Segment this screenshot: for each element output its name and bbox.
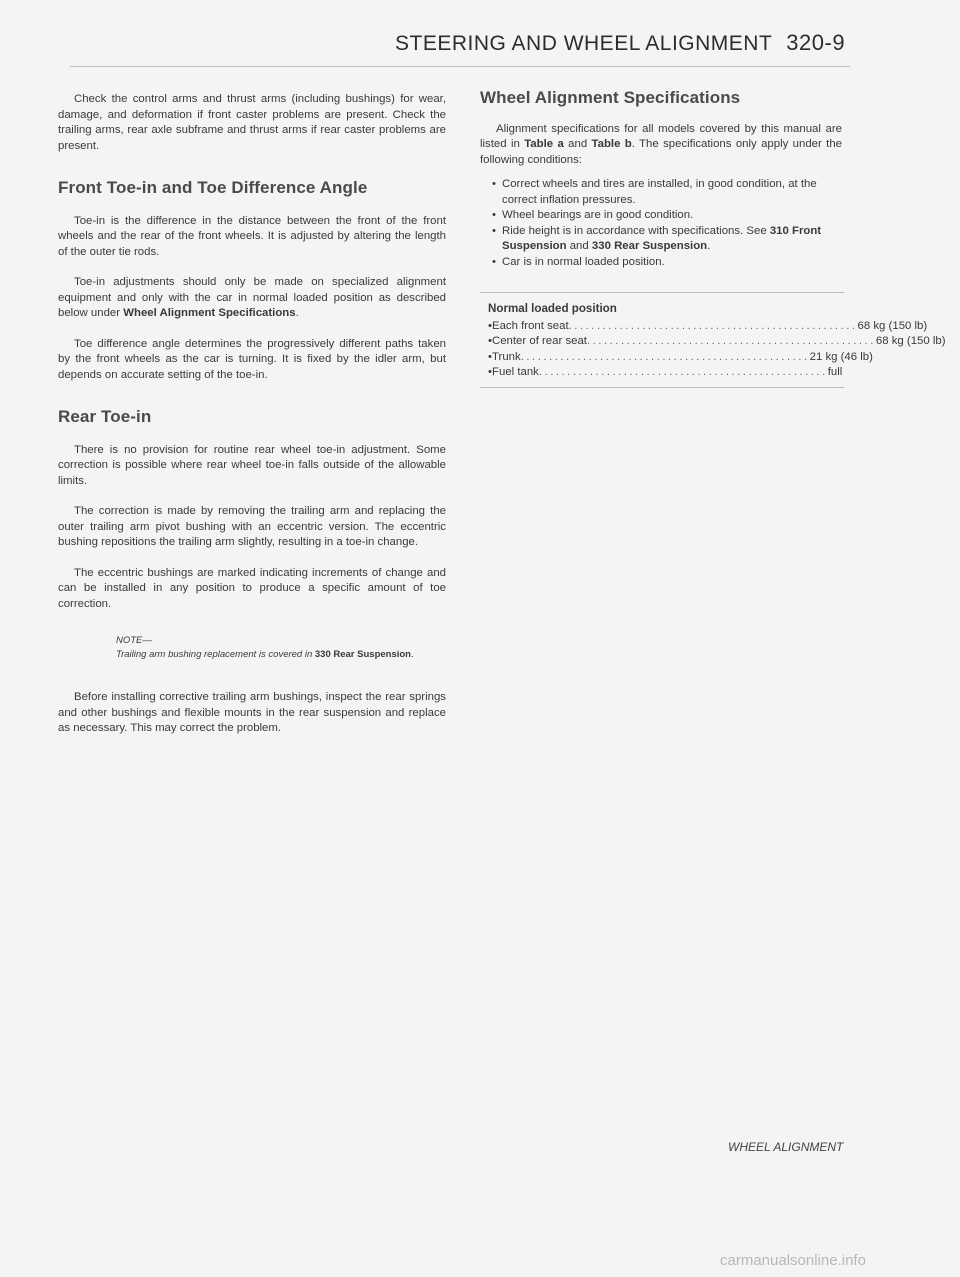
text: . (707, 240, 711, 252)
note-label: NOTE— (116, 635, 152, 646)
bullet: • (488, 335, 492, 347)
conditions-list (480, 177, 842, 270)
list-item (480, 177, 842, 208)
right-column (480, 88, 946, 388)
spec-row (488, 334, 946, 350)
paragraph: There is no provision for routine rear wheel toe-in adjustment. Some correction is possible where rear wheel toe-in falls outside of the allowable limits. (58, 443, 446, 487)
bullet: • (488, 350, 492, 363)
chapter-title: STEERING AND WHEEL ALIGNMENT (395, 32, 773, 55)
spec-label: Center of rear seat (492, 335, 587, 347)
spec-row (488, 365, 844, 381)
section-heading-specs: Wheel Alignment Specifications (480, 88, 741, 107)
leader-dots: ................................................... (586, 335, 876, 347)
note-reference: 330 Rear Suspension (314, 649, 411, 660)
left-column (58, 92, 446, 752)
spec-value: 68 kg (150 lb) (857, 319, 928, 332)
spec-value: 68 kg (150 lb) (875, 335, 946, 347)
intro-paragraph: Check the control arms and thrust arms (including bushings) for wear, damage, and deformation if front caster problems are present. Check the trailing arms, rear axle subframe and thrust arms if rear caster problems are present. (58, 93, 446, 152)
header-rule (70, 66, 850, 67)
paragraph: The correction is made by removing the trailing arm and replacing the outer trailing arm pivot bushing with an eccentric version. The eccentric bushing repositions the trailing arm slightly, resulting in a toe-in change. (58, 505, 446, 548)
paragraph: Toe difference angle determines the progressively different paths taken by the front wheels as the car is turning. It is fixed by the idler arm, but depends on accurate setting of the toe-in. (58, 337, 446, 381)
text: and (566, 240, 592, 252)
cross-reference: 330 Rear Suspension (591, 240, 708, 252)
specs-intro (480, 122, 842, 169)
section-heading-front-toe: Front Toe-in and Toe Difference Angle (58, 178, 368, 197)
text: Correct wheels and tires are installed, in good condition, at the correct inflation pressures. (502, 178, 817, 206)
bullet: • (492, 224, 496, 237)
spec-value: 21 kg (46 lb) (809, 350, 873, 363)
spec-label: Each front seat (492, 319, 569, 332)
watermark: carmanualsonline.info (720, 1252, 866, 1269)
spec-row (488, 319, 928, 335)
page-number: 320-9 (786, 30, 846, 55)
spec-row (488, 350, 873, 366)
text: Alignment specifications for all models covered by this manual are listed in (480, 122, 842, 150)
leader-dots: ................................................... (520, 350, 810, 363)
paragraph: Before installing corrective trailing arm bushings, inspect the rear springs and other bushings and flexible mounts in the rear suspension and replace as necessary. This may correct the problem. (58, 691, 446, 734)
list-item (480, 208, 842, 224)
note-text: Trailing arm bushing replacement is covered in (116, 649, 315, 660)
spec-value: full (827, 366, 843, 378)
leader-dots: ................................................... (568, 319, 858, 332)
leader-dots: ................................................... (538, 366, 828, 378)
text: Toe-in adjustments should only be made on specialized alignment equipment and only with the car in normal loaded position as described below under (58, 276, 446, 319)
text: . (295, 307, 299, 319)
cross-reference: Wheel Alignment Specifications (123, 307, 296, 319)
spec-label: Trunk (492, 350, 521, 363)
paragraph: The eccentric bushings are marked indicating increments of change and can be installed in any position to produce a specific amount of toe correction. (58, 566, 446, 610)
bullet: • (492, 178, 496, 190)
text: and (563, 138, 592, 150)
table-b-ref: Table b (591, 138, 632, 150)
bullet: • (488, 366, 492, 378)
running-footer: WHEEL ALIGNMENT (728, 1140, 844, 1154)
spec-label: Fuel tank (492, 366, 539, 378)
spec-title: Normal loaded position (488, 302, 617, 315)
section-heading-rear-toe: Rear Toe-in (58, 407, 152, 426)
note-end: . (411, 649, 414, 660)
text: Ride height is in accordance with specifications. See (502, 224, 770, 237)
spec-table (480, 292, 946, 388)
list-item (480, 224, 842, 255)
paragraph: Toe-in is the difference in the distance between the front of the front wheels and the rear of the front wheels. It is adjusted by altering the length of the outer tie rods. (58, 214, 446, 258)
bullet: • (492, 255, 496, 268)
list-item (480, 255, 842, 271)
text: Wheel bearings are in good condition. (502, 209, 694, 221)
table-a-ref: Table a (524, 138, 564, 150)
text: Car is in normal loaded position. (502, 255, 665, 268)
note-box (116, 634, 446, 662)
cross-reference: 310 Front Suspension (502, 224, 822, 252)
running-header (395, 30, 845, 56)
text: . The specifications only apply under the following conditions: (480, 138, 842, 166)
bullet: • (488, 319, 492, 332)
paragraph (58, 275, 446, 322)
bullet: • (492, 209, 496, 221)
